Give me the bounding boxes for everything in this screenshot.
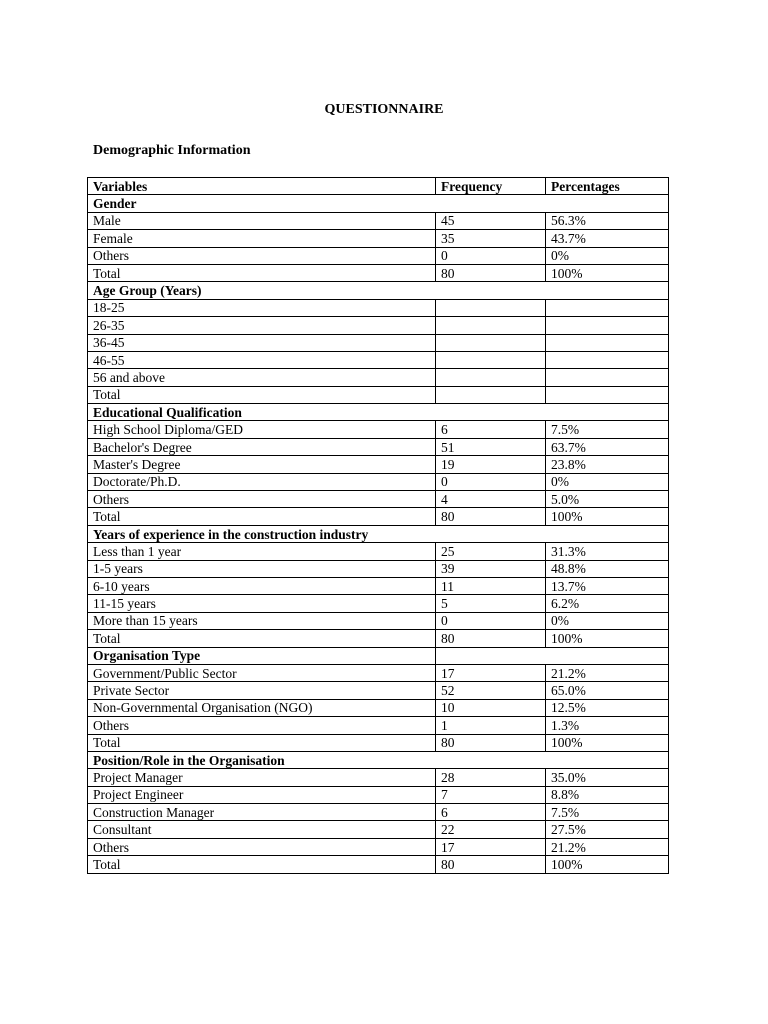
percentage-cell: 100% (546, 734, 669, 751)
variable-cell: Others (88, 247, 436, 264)
percentage-cell: 56.3% (546, 212, 669, 229)
frequency-cell: 17 (436, 664, 546, 681)
frequency-cell: 80 (436, 264, 546, 281)
percentage-cell: 23.8% (546, 456, 669, 473)
table-row (88, 421, 669, 438)
variable-cell: Total (88, 856, 436, 873)
table-row (88, 612, 669, 629)
table-row (88, 212, 669, 229)
frequency-cell: 0 (436, 473, 546, 490)
table-row (88, 595, 669, 612)
header-percentages: Percentages (546, 178, 669, 195)
variable-cell: Project Manager (88, 769, 436, 786)
percentage-cell: 0% (546, 612, 669, 629)
variable-cell: 26-35 (88, 317, 436, 334)
frequency-cell: 11 (436, 577, 546, 594)
variable-cell: Government/Public Sector (88, 664, 436, 681)
percentage-cell: 100% (546, 630, 669, 647)
table-row (88, 577, 669, 594)
percentage-cell: 7.5% (546, 421, 669, 438)
percentage-cell: 1.3% (546, 717, 669, 734)
variable-cell: 6-10 years (88, 577, 436, 594)
section-heading: Position/Role in the Organisation (88, 751, 669, 768)
frequency-cell: 19 (436, 456, 546, 473)
table-row (88, 491, 669, 508)
table-row (88, 456, 669, 473)
demographic-table (87, 177, 669, 874)
frequency-cell (436, 351, 546, 368)
table-row (88, 473, 669, 490)
variable-cell: Project Engineer (88, 786, 436, 803)
percentage-cell (546, 386, 669, 403)
frequency-cell: 17 (436, 838, 546, 855)
variable-cell: Others (88, 717, 436, 734)
variable-cell: More than 15 years (88, 612, 436, 629)
variable-cell: 11-15 years (88, 595, 436, 612)
percentage-cell: 7.5% (546, 804, 669, 821)
section-heading-row (88, 195, 669, 212)
frequency-cell: 25 (436, 543, 546, 560)
variable-cell: Male (88, 212, 436, 229)
section-heading-row (88, 647, 669, 664)
variable-cell: Total (88, 630, 436, 647)
table-body (88, 195, 669, 873)
header-frequency: Frequency (436, 178, 546, 195)
percentage-cell: 100% (546, 856, 669, 873)
variable-cell: Bachelor's Degree (88, 438, 436, 455)
section-heading-row (88, 525, 669, 542)
frequency-cell (436, 299, 546, 316)
frequency-cell: 80 (436, 630, 546, 647)
table-row (88, 630, 669, 647)
variable-cell: Less than 1 year (88, 543, 436, 560)
frequency-cell: 6 (436, 421, 546, 438)
frequency-cell: 22 (436, 821, 546, 838)
variable-cell: Others (88, 838, 436, 855)
percentage-cell: 21.2% (546, 838, 669, 855)
table-row (88, 299, 669, 316)
variable-cell: Doctorate/Ph.D. (88, 473, 436, 490)
frequency-cell (436, 334, 546, 351)
table-row (88, 821, 669, 838)
frequency-cell: 39 (436, 560, 546, 577)
table-row (88, 247, 669, 264)
percentage-cell: 0% (546, 473, 669, 490)
table-row (88, 734, 669, 751)
variable-cell: Private Sector (88, 682, 436, 699)
frequency-cell: 5 (436, 595, 546, 612)
table-row (88, 682, 669, 699)
frequency-cell: 7 (436, 786, 546, 803)
variable-cell: Total (88, 386, 436, 403)
frequency-cell: 28 (436, 769, 546, 786)
variable-cell: Total (88, 508, 436, 525)
frequency-cell: 45 (436, 212, 546, 229)
variable-cell: Master's Degree (88, 456, 436, 473)
variable-cell: 56 and above (88, 369, 436, 386)
frequency-cell: 1 (436, 717, 546, 734)
percentage-cell: 100% (546, 264, 669, 281)
percentage-cell: 6.2% (546, 595, 669, 612)
table-row (88, 804, 669, 821)
frequency-cell: 6 (436, 804, 546, 821)
variable-cell: Consultant (88, 821, 436, 838)
table-row (88, 769, 669, 786)
table-row (88, 664, 669, 681)
section-subtitle: Demographic Information (93, 143, 251, 158)
variable-cell: Construction Manager (88, 804, 436, 821)
section-heading-row (88, 751, 669, 768)
percentage-cell: 48.8% (546, 560, 669, 577)
frequency-cell: 80 (436, 856, 546, 873)
empty-cell (436, 647, 669, 664)
variable-cell: 46-55 (88, 351, 436, 368)
table-header-row (88, 178, 669, 195)
table-row (88, 699, 669, 716)
percentage-cell: 0% (546, 247, 669, 264)
variable-cell: 36-45 (88, 334, 436, 351)
table-row (88, 264, 669, 281)
frequency-cell: 52 (436, 682, 546, 699)
percentage-cell (546, 299, 669, 316)
variable-cell: Others (88, 491, 436, 508)
percentage-cell: 43.7% (546, 230, 669, 247)
table-row (88, 230, 669, 247)
percentage-cell (546, 351, 669, 368)
percentage-cell: 35.0% (546, 769, 669, 786)
section-heading: Years of experience in the construction industry (88, 525, 669, 542)
variable-cell: Total (88, 734, 436, 751)
table-row (88, 386, 669, 403)
table-row (88, 508, 669, 525)
percentage-cell: 21.2% (546, 664, 669, 681)
percentage-cell: 65.0% (546, 682, 669, 699)
percentage-cell: 63.7% (546, 438, 669, 455)
table-row (88, 560, 669, 577)
header-variables: Variables (88, 178, 436, 195)
table-row (88, 438, 669, 455)
table-row (88, 856, 669, 873)
variable-cell: Total (88, 264, 436, 281)
variable-cell: Female (88, 230, 436, 247)
table-row (88, 334, 669, 351)
section-heading: Age Group (Years) (88, 282, 669, 299)
percentage-cell (546, 369, 669, 386)
table-row (88, 543, 669, 560)
variable-cell: 18-25 (88, 299, 436, 316)
section-heading-row (88, 282, 669, 299)
frequency-cell (436, 386, 546, 403)
variable-cell: 1-5 years (88, 560, 436, 577)
frequency-cell: 0 (436, 247, 546, 264)
frequency-cell: 80 (436, 508, 546, 525)
frequency-cell: 80 (436, 734, 546, 751)
table-row (88, 351, 669, 368)
percentage-cell: 100% (546, 508, 669, 525)
frequency-cell (436, 317, 546, 334)
table-row (88, 317, 669, 334)
section-heading-row (88, 404, 669, 421)
percentage-cell: 13.7% (546, 577, 669, 594)
variable-cell: Non-Governmental Organisation (NGO) (88, 699, 436, 716)
percentage-cell: 27.5% (546, 821, 669, 838)
section-heading: Gender (88, 195, 669, 212)
frequency-cell: 10 (436, 699, 546, 716)
percentage-cell (546, 334, 669, 351)
percentage-cell: 31.3% (546, 543, 669, 560)
table-row (88, 369, 669, 386)
percentage-cell: 12.5% (546, 699, 669, 716)
section-heading: Organisation Type (88, 647, 436, 664)
table-row (88, 717, 669, 734)
percentage-cell: 8.8% (546, 786, 669, 803)
frequency-cell: 35 (436, 230, 546, 247)
frequency-cell: 51 (436, 438, 546, 455)
page-title: QUESTIONNAIRE (324, 102, 444, 117)
table-row (88, 838, 669, 855)
frequency-cell (436, 369, 546, 386)
percentage-cell (546, 317, 669, 334)
frequency-cell: 0 (436, 612, 546, 629)
table-row (88, 786, 669, 803)
frequency-cell: 4 (436, 491, 546, 508)
percentage-cell: 5.0% (546, 491, 669, 508)
section-heading: Educational Qualification (88, 404, 669, 421)
variable-cell: High School Diploma/GED (88, 421, 436, 438)
